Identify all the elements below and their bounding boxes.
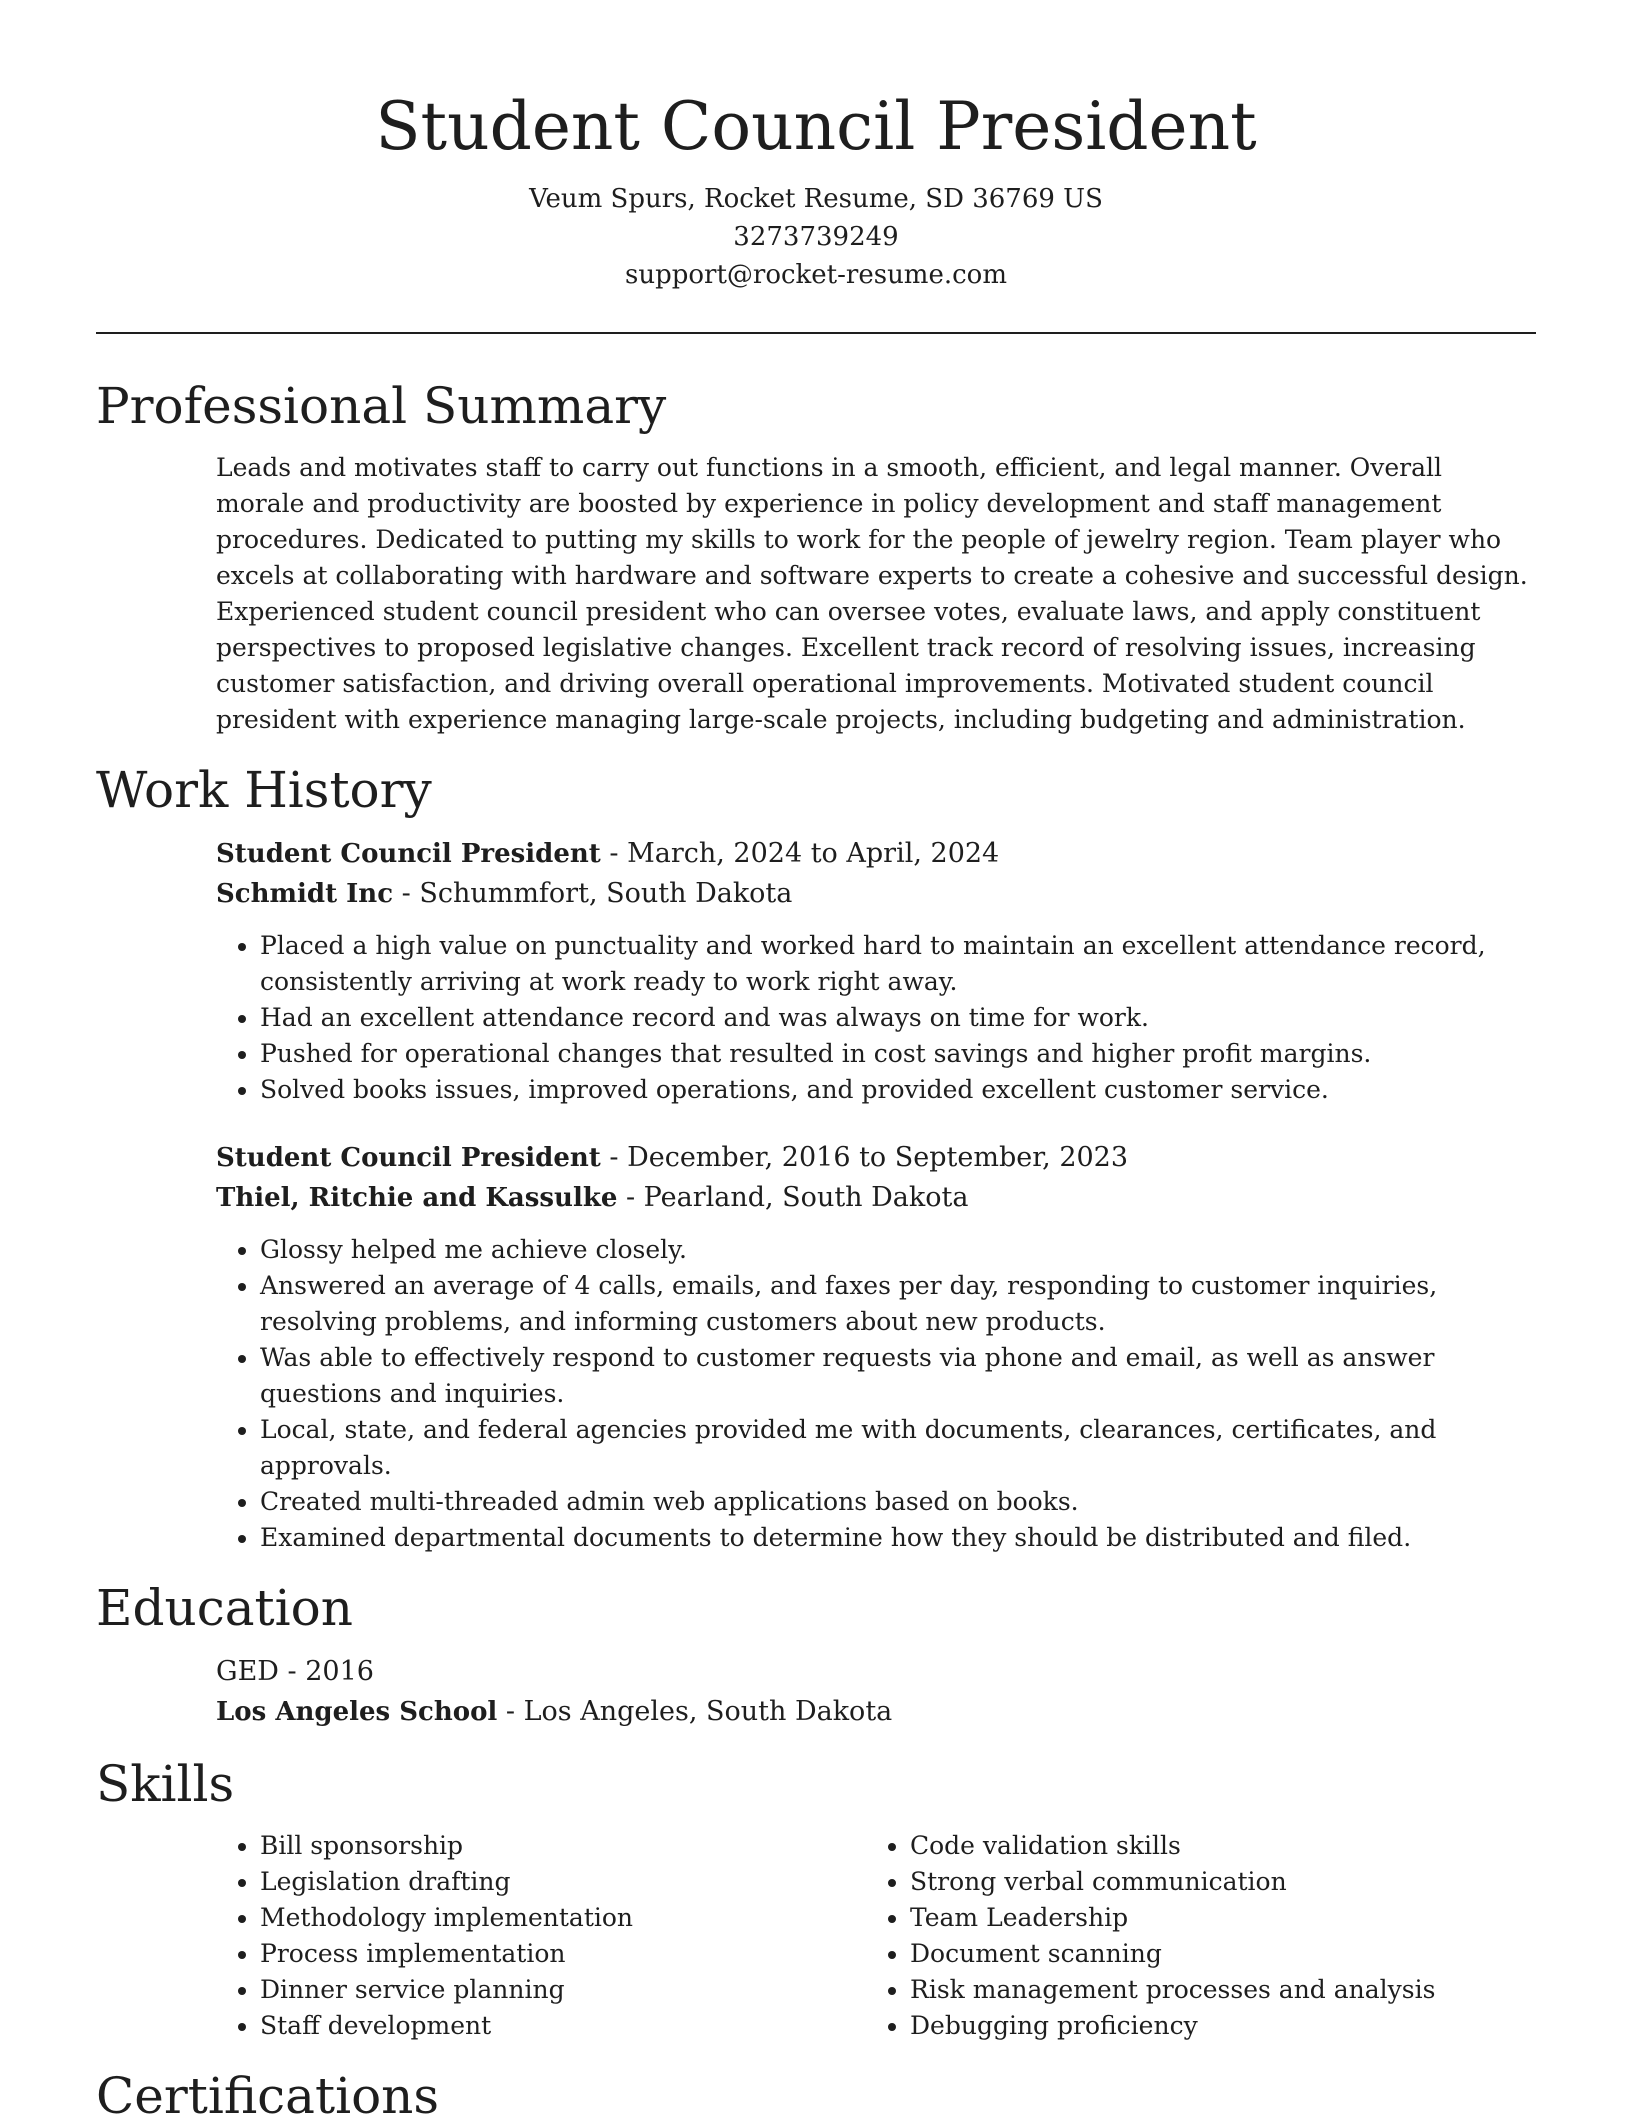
list-item: • Glossy helped me achieve closely. xyxy=(260,1232,1536,1268)
skill-item: • Staff development xyxy=(260,2008,866,2044)
job-company: Thiel, Ritchie and Kassulke xyxy=(216,1183,618,1213)
education-section xyxy=(96,1578,1536,1732)
education-title: Education xyxy=(96,1579,353,1637)
list-item: • Local, state, and federal agencies provided me with documents, clearances, certificates, and approvals. xyxy=(260,1412,1536,1484)
skills-column-left xyxy=(216,1828,866,2044)
job-title-line xyxy=(216,834,1536,874)
list-item: • Answered an average of 4 calls, emails, and faxes per day, responding to customer inquiries, resolving problems, and informing customers about new products. xyxy=(260,1268,1536,1340)
list-item: • Solved books issues, improved operations, and provided excellent customer service. xyxy=(260,1072,1536,1108)
education-school-line xyxy=(216,1692,1536,1732)
skill-item: • Bill sponsorship xyxy=(260,1828,866,1864)
job-bullets xyxy=(216,1232,1536,1556)
contact-phone: 3273739249 xyxy=(733,222,899,252)
skill-item: • Document scanning xyxy=(910,1936,1516,1972)
skill-item: • Debugging proficiency xyxy=(910,2008,1516,2044)
summary-title: Professional Summary xyxy=(96,377,667,435)
skill-item: • Team Leadership xyxy=(910,1900,1516,1936)
list-item: • Created multi-threaded admin web applications based on books. xyxy=(260,1484,1536,1520)
list-item: • Pushed for operational changes that resulted in cost savings and higher profit margins. xyxy=(260,1036,1536,1072)
job-dates: - March, 2024 to April, 2024 xyxy=(600,838,1000,869)
resume-header xyxy=(96,0,1536,294)
job-title-line xyxy=(216,1138,1536,1178)
work-history-section xyxy=(96,760,1536,1556)
skill-item: • Methodology implementation xyxy=(260,1900,866,1936)
list-item: • Was able to effectively respond to customer requests via phone and email, as well as answer questions and inquiries. xyxy=(260,1340,1536,1412)
skill-item: • Risk management processes and analysis xyxy=(910,1972,1516,2008)
skill-item: • Strong verbal communication xyxy=(910,1864,1516,1900)
summary-section xyxy=(96,376,1536,738)
skill-item: • Legislation drafting xyxy=(260,1864,866,1900)
contact-address: Veum Spurs, Rocket Resume, SD 36769 US xyxy=(529,184,1103,214)
resume-page xyxy=(96,0,1536,2126)
job-bullets xyxy=(216,928,1536,1108)
job-entry xyxy=(216,1138,1536,1556)
header-divider xyxy=(96,332,1536,334)
education-school: Los Angeles School xyxy=(216,1697,498,1727)
candidate-name: Student Council President xyxy=(375,88,1257,165)
contact-info xyxy=(96,180,1536,294)
skill-item: • Dinner service planning xyxy=(260,1972,866,2008)
skill-item: • Code validation skills xyxy=(910,1828,1516,1864)
skill-item: • Process implementation xyxy=(260,1936,866,1972)
job-location: - Schummfort, South Dakota xyxy=(393,878,793,909)
skills-title: Skills xyxy=(96,1755,235,1813)
list-item: • Had an excellent attendance record and was always on time for work. xyxy=(260,1000,1536,1036)
work-history-title: Work History xyxy=(96,761,432,819)
contact-email: support@rocket-resume.com xyxy=(624,260,1007,290)
list-item: • Examined departmental documents to determine how they should be distributed and filed. xyxy=(260,1520,1536,1556)
certifications-title: Certifications xyxy=(96,2067,440,2125)
job-company: Schmidt Inc xyxy=(216,879,394,909)
job-location: - Pearland, South Dakota xyxy=(617,1182,969,1213)
education-degree: GED - 2016 xyxy=(216,1656,374,1687)
education-location: - Los Angeles, South Dakota xyxy=(497,1696,893,1727)
job-dates: - December, 2016 to September, 2023 xyxy=(600,1142,1129,1173)
skills-section xyxy=(96,1754,1536,2044)
list-item: • Placed a high value on punctuality and worked hard to maintain an excellent attendance record, consistently arriving at work ready to work right away. xyxy=(260,928,1536,1000)
job-entry xyxy=(216,834,1536,1108)
summary-text: Leads and motivates staff to carry out functions in a smooth, efficient, and legal manner. Overall morale and productivity are boosted by experience in policy development and staff management procedures. Dedicated to putting my skills to work for the people of jewelry region. Team player who excels at collaborating with hardware and software experts to create a cohesive and successful design. Experienced student council president who can oversee votes, evaluate laws, and apply constituent perspectives to proposed legislative changes. Excellent track record of resolving issues, increasing customer satisfaction, and driving overall operational improvements. Motivated student council president with experience managing large-scale projects, including budgeting and administration. xyxy=(216,453,1528,734)
job-role: Student Council President xyxy=(216,839,601,869)
job-role: Student Council President xyxy=(216,1143,601,1173)
job-company-line xyxy=(216,1178,1536,1218)
skills-column-right xyxy=(866,1828,1516,2044)
job-company-line xyxy=(216,874,1536,914)
certifications-section xyxy=(96,2066,1536,2126)
